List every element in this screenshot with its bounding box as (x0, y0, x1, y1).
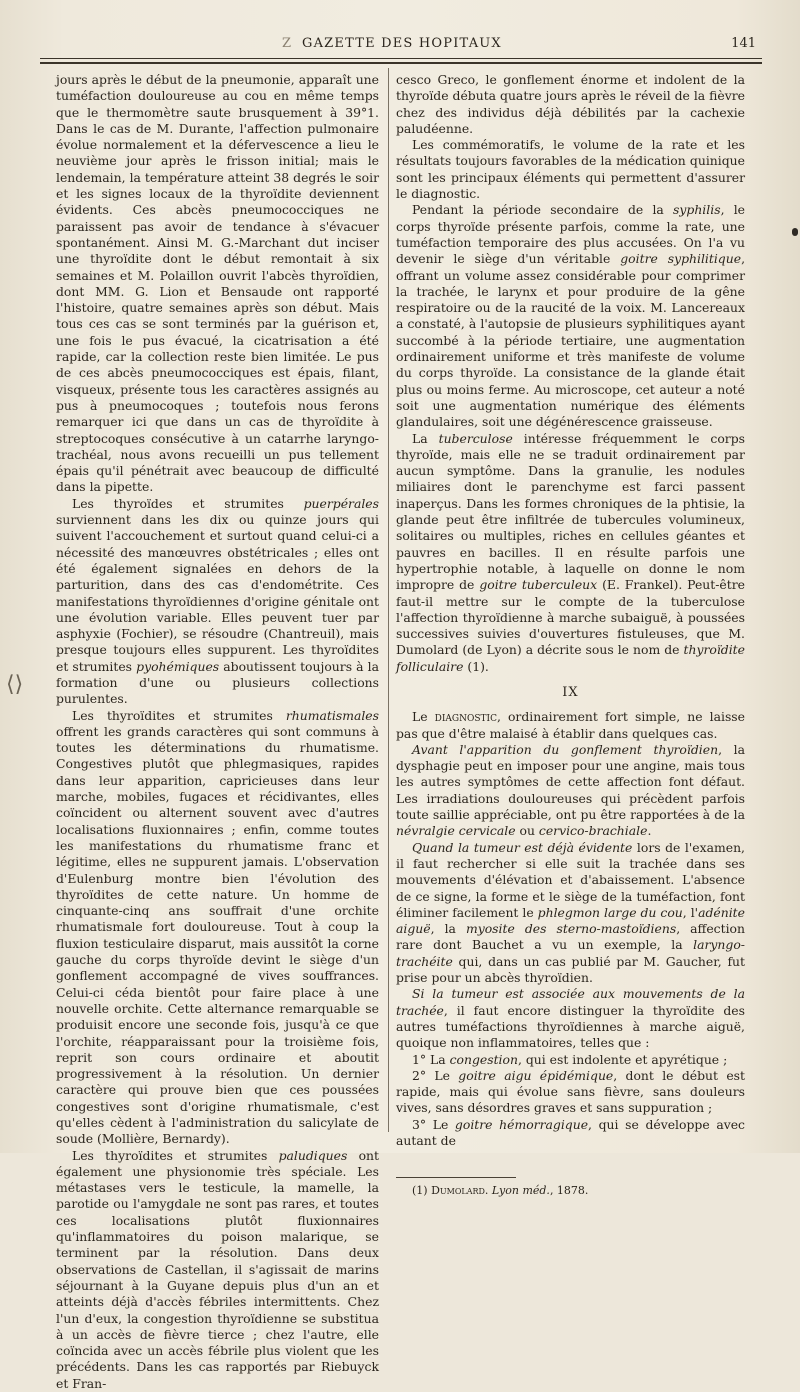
paragraph: Les commémoratifs, le volume de la rate et les résultats toujours favorables de la médication quinique sont les principaux éléments qui permettent d'assurer le diagnostic. (396, 137, 745, 202)
page-number: 141 (731, 36, 756, 51)
left-column (56, 72, 379, 1392)
footnote-rule (396, 1177, 516, 1178)
section-heading: IX (562, 684, 579, 700)
footnote: (1) Dumolard. Lyon méd., 1878. (412, 1184, 589, 1198)
paragraph: Le diagnostic, ordinairement fort simple, ne laisse pas que d'être malaisé à établir dans quelques cas. (396, 709, 746, 741)
paragraph: La tuberculose intéresse fréquemment le corps thyroïde, mais elle ne se traduit ordinairement par aucun symptôme. Dans la granulie, les nodules miliaires dont le parenchyme est farci passent inaperçus. Dans les formes chroniques de la phtisie, la glande peut être infiltrée de tubercules volumineux, solitaires ou multiples, riches en cellules géantes et pauvres en bacilles. Il en résulte parfois une hypertrophie notable, à laquelle on donne le nom impropre de goitre tuberculeux (E. Frankel). Peut-être faut-il mettre sur le compte de la tuberculose l'affection thyroïdienne à marche subaiguë, à poussées successives suivies d'ouvertures fistuleuses, que M. Dumolard (de Lyon) a décrite sous le nom de thyroïdite folliculaire (1). (396, 430, 746, 674)
paragraph: jours après le début de la pneumonie, apparaît une tuméfaction douloureuse au cou en même temps que le thermomètre saute brusquement à 39°1. Dans le cas de M. Durante, l'affection pulmonaire évolue normalement et la défervescence a lieu le neuvième jour après le frisson initial; mais le lendemain, la température atteint 38 degrés le soir et les signes locaux de la thyroïdite deviennent évidents. Ces abcès pneumococciques ne paraissent pas avoir de tendance à s'évacuer spontanément. Ainsi M. G.-Marchant dut inciser une thyroïdite dont le début remontait à six semaines et M. Polaillon ouvrit l'abcès thyroïdien, dont MM. G. Lion et Bensaude ont rapporté l'histoire, quatre semaines après son début. Mais tous ces cas se sont terminés par la guérison et, une fois le pus évacué, la cicatrisation a été rapide, car la collection reste bien limitée. Le pus de ces abcès pneumococciques est épais, filant, visqueux, présente tous les caractères assignés au pus à pneumocoques ; toutefois nous ferons remarquer ici que dans un cas de thyroïdite à streptocoques consécutive à un catarrhe laryngo-trachéal, nous avons recueilli un pus tellement épais qu'il pénétrait avec beaucoup de difficulté dans la pipette. (56, 72, 379, 495)
paragraph: Les thyroïdites et strumites paludiques ont également une physionomie très spéciale. Les métastases vers le testicule, la mamelle, la parotide ou l'amygdale ne sont pas rares, et toutes ces localisations plutôt fluxionnaires qu'inflammatoires du poison malarique, se terminent par la résolution. Dans deux observations de Castellan, il s'agissait de marins séjournant à la Guyane depuis plus d'un an et atteints déjà d'accès fébriles intermittents. Chez l'un d'eux, la congestion thyroïdienne se substitua à un accès de fièvre tierce ; chez l'autre, elle coïncida avec un accès fébrile plus violent que les précédents. Dans les cas rapportés par Riebuyck et Fran- (56, 1147, 379, 1391)
margin-bracket-mark: ⟨⟩ (6, 672, 24, 697)
header-rule-thin (40, 58, 762, 59)
page-header (40, 36, 762, 58)
paragraph: Les thyroïdites et strumites rhumatismales offrent les grands caractères qui sont communs à toutes les déterminations du rhumatisme. Congestives plutôt que phlegmasiques, rapides dans leur apparition, capricieuses dans leur marche, mobiles, fugaces et récidivantes, elles coïncident ou alternent souvent avec d'autres localisations fluxionnaires ; enfin, comme toutes les manifestations du rhumatisme franc et légitime, elles ne suppurent jamais. L'observation d'Eulenburg montre bien l'évolution des thyroïdites de cette nature. Un homme de cinquante-cinq ans souffrait d'une orchite rhumatismale fort douloureuse. Tout à coup la fluxion testiculaire disparut, mais aussitôt la corne gauche du corps thyroïde devint le siège d'un gonflement accompagné de vives souffrances. Celui-ci céda bientôt pour faire place à une nouvelle orchite. Cette alternance remarquable se produisit encore une seconde fois, jusqu'à ce que l'orchite, réapparaissant pour la troisième fois, reprit son cours ordinaire et aboutit progressivement à la résolution. Un dernier caractère qui prouve bien que ces poussées congestives sont d'origine rhumatismale, c'est qu'elles cèdent à l'administration du salicylate de soude (Mollière, Bernardy). (56, 707, 379, 1147)
list-item: 2° Le goitre aigu épidémique, dont le début est rapide, mais qui évolue sans fièvre, sans douleurs vives, sans désordres graves et sans suppuration ; (396, 1067, 745, 1116)
paragraph: Les thyroïdes et strumites puerpérales surviennent dans les dix ou quinze jours qui suivent l'accouchement et surtout quand celui-ci a nécessité des manœuvres obstétricales ; elles ont été également signalées en dehors de la parturition, dans des cas d'endométrite. Ces manifestations thyroïdiennes d'origine génitale ont une évolution variable. Elles peuvent tuer par asphyxie (Fochier), se résoudre (Chantreuil), mais presque toujours elles suppurent. Les thyroïdites et strumites pyohémiques aboutissent toujours à la formation d'une ou plusieurs collections purulentes. (56, 495, 379, 707)
publication-title: GAZETTE DES HOPITAUX (302, 36, 502, 51)
list-item: 3° Le goitre hémorragique, qui se développe avec autant de (396, 1116, 745, 1148)
header-mark: Z (282, 36, 292, 51)
list-item: 1° La congestion, qui est indolente et apyrétique ; (412, 1051, 728, 1067)
paragraph: Pendant la période secondaire de la syphilis, le corps thyroïde présente parfois, comme la rate, une tuméfaction temporaire des plus accusées. On l'a vu devenir le siège d'un véritable goitre syphilitique, offrant un volume assez considérable pour comprimer la trachée, le larynx et pour produire de la gêne respiratoire ou de la raucité de la voix. M. Lancereaux a constaté, à l'autopsie de plusieurs syphilitiques ayant succombé à la période tertiaire, une augmentation ordinairement uniforme et très manifeste de volume du corps thyroïde. La consistance de la glande était plus ou moins ferme. Au microscope, cet auteur a noté soit une augmentation numérique des éléments glandulaires, soit une dégénérescence graisseuse. (396, 202, 746, 430)
right-column (396, 72, 745, 1198)
paragraph: Si la tumeur est associée aux mouvements de la trachée, il faut encore distinguer la thyroïdite des autres tuméfactions thyroïdiennes à marche aiguë, quoique non inflammatoires, telles que : (396, 986, 745, 1051)
paragraph: cesco Greco, le gonflement énorme et indolent de la thyroïde débuta quatre jours après le réveil de la fièvre chez des individus déjà débilités par la cachexie paludéenne. (396, 72, 745, 136)
header-rule-thick (40, 62, 762, 64)
paragraph: Avant l'apparition du gonflement thyroïdien, la dysphagie peut en imposer pour une angine, mais tous les autres symptômes de cette affection font défaut. Les irradiations douloureuses qui précèdent parfois toute saillie appréciable, ont pu être rapportées à de la névralgie cervicale ou cervico-brachiale. (396, 741, 745, 839)
page-edge-mark (792, 228, 798, 236)
paragraph: Quand la tumeur est déjà évidente lors de l'examen, il faut rechercher si elle suit la trachée dans ses mouvements d'élévation et d'abaissement. L'absence de ce signe, la forme et le siège de la tuméfaction, font éliminer facilement le phlegmon large du cou, l'adénite aiguë, la myosite des sterno-mastoïdiens, affection rare dont Bauchet a vu un exemple, la laryngo-trachéite qui, dans un cas publié par M. Gaucher, fut prise pour un abcès thyroïdien. (396, 839, 745, 986)
column-divider (388, 68, 389, 1132)
